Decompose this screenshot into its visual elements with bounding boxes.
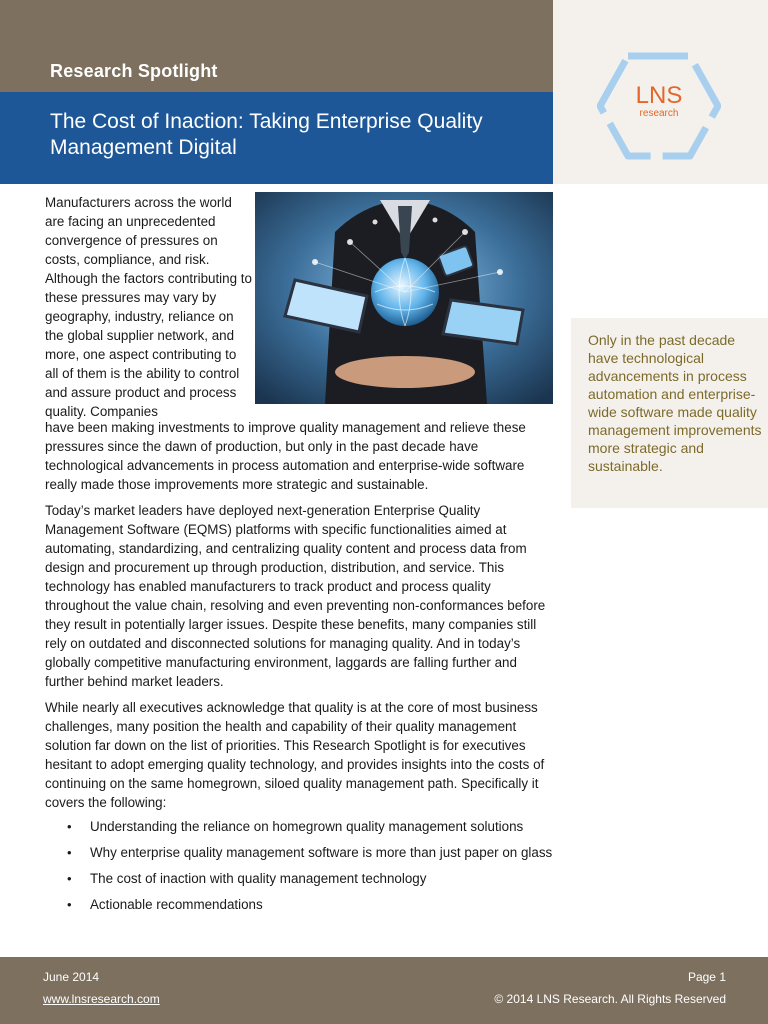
- copyright-notice: © 2014 LNS Research. All Rights Reserved: [494, 992, 726, 1006]
- intro-paragraph-continued: have been making investments to improve quality management and relieve these pressures since the dawn of production, but only in the past decade have technological advancements in process automation and enterprise-wide software really made those improvements more strategic and sustainable.: [45, 420, 526, 492]
- market-leaders-paragraph: Today’s market leaders have deployed next-generation Enterprise Quality Management Software (EQMS) platforms with specific functionalities aimed at automating, standardizing, and centralizing quality content and process data from design and procurement up through production, distribution, and service. This technology has enabled manufacturers to track product and process quality throughout the value chain, resolving and even preventing non-conformances before they result in potentially larger issues. Despite these benefits, many companies still rely on outdated and disconnected solutions for managing quality. And in today’s globally competitive manufacturing environment, laggards are falling further and further behind market leaders.: [45, 503, 546, 689]
- list-item: [45, 844, 555, 862]
- list-item: [45, 896, 555, 914]
- page-title: The Cost of Inaction: Taking Enterprise Quality Management Digital: [50, 110, 483, 159]
- logo-subtext: research: [639, 108, 679, 119]
- list-item-text: The cost of inaction with quality management technology: [90, 871, 427, 886]
- footer-website-link[interactable]: www.lnsresearch.com: [43, 992, 160, 1006]
- list-item-text: Actionable recommendations: [90, 897, 263, 912]
- coverage-list: [45, 818, 555, 922]
- bullet-icon: •: [67, 819, 72, 834]
- spotlight-label: Research Spotlight: [50, 61, 218, 81]
- bullet-icon: •: [67, 845, 72, 860]
- footer: [0, 957, 768, 1024]
- pull-quote: Only in the past decade have technological advancements in process automation and enterprise-wide software made quality management improvements more strategic and sustainable.: [588, 332, 762, 474]
- logo-text: LNS: [635, 82, 683, 109]
- executives-paragraph: While nearly all executives acknowledge that quality is at the core of most business challenges, many position the health and capability of their quality management solution far down on the list of priorities. This Research Spotlight is for executives hesitant to adopt emerging quality technology, and provides insights into the costs of continuing on the same homegrown, siloed quality management path. Specifically it covers the following:: [45, 700, 545, 810]
- list-item: [45, 870, 555, 888]
- intro-paragraph-wrapped: Manufacturers across the world are facing an unprecedented convergence of pressures on costs, compliance, and risk. Although the factors contributing to these pressures may vary by geography, industry, reliance on the global supplier network, and more, one aspect contributing to all of them is the ability to control and assure product and process quality. Companies: [45, 195, 252, 419]
- page-number: Page 1: [687, 970, 726, 984]
- footer-date: June 2014: [43, 970, 100, 984]
- bullet-icon: •: [67, 897, 72, 912]
- hero-image: [255, 192, 553, 404]
- bullet-icon: •: [67, 871, 72, 886]
- list-item-text: Understanding the reliance on homegrown quality management solutions: [90, 819, 524, 834]
- list-item: [45, 818, 555, 836]
- list-item-text: Why enterprise quality management software is more than just paper on glass: [90, 845, 553, 860]
